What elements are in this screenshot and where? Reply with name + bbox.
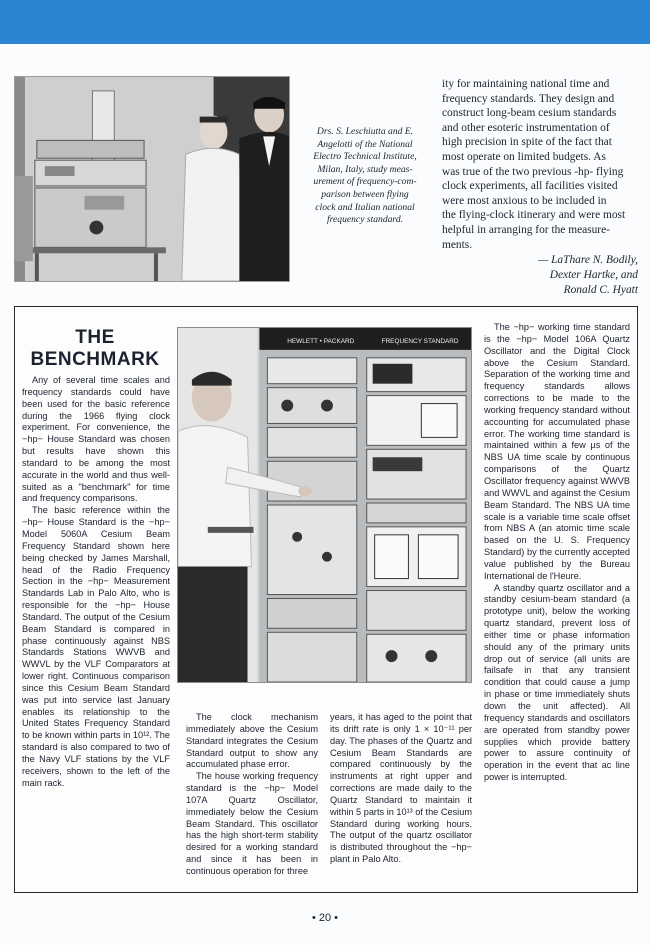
caption-line: parison between flying bbox=[321, 188, 409, 200]
text-line: and other esoteric instrumentation of bbox=[442, 121, 610, 134]
benchmark-column-2 bbox=[186, 712, 318, 878]
top-color-band bbox=[0, 0, 650, 44]
caption-line: urement of frequency-com- bbox=[313, 176, 417, 188]
benchmark-title bbox=[22, 327, 168, 371]
text-line: was true of the two previous -hp- flying bbox=[442, 165, 624, 178]
photo-caption bbox=[296, 126, 434, 227]
paragraph: The basic reference within the −hp− House Standard is the −hp− Model 5060A Cesium Beam Frequency Standard shown here being checked by James Marshall, head of the Radio Frequency Section in the −hp− Measurement Standards Lab in Palo Alto, who is responsible for the −hp− House Standard. The output of the Cesium Beam Standard is compared in phase continuously against NBS Standards Stations WWVB and WWVL by the VLF Comparators at lower right. Continuous comparison since this Cesium Beam Standard was put into service last January enables its relationship to the United States Frequency Standard to be known within parts in 10¹². The standard is also compared to two of the Navy VLF stations by the VLF receivers, shown to the left of the main rack. bbox=[22, 505, 170, 788]
text-line: helpful in arranging for the measure- bbox=[442, 223, 610, 236]
text-line: most operate on limited budgets. As bbox=[442, 150, 606, 163]
text-line: construct long-beam cesium standards bbox=[442, 107, 617, 120]
caption-line: Angelotti of the National bbox=[317, 138, 413, 150]
benchmark-column-3 bbox=[330, 712, 472, 866]
text-line: were most anxious to be included in bbox=[442, 194, 607, 207]
text-line: the flying-clock itinerary and were most bbox=[442, 209, 626, 222]
photo-frequency-standard-rack bbox=[177, 327, 472, 683]
text-line: ments. bbox=[442, 238, 473, 251]
caption-line: Drs. S. Leschiutta and E. bbox=[316, 126, 414, 137]
paragraph: The clock mechanism immediately above the Cesium Standard integrates the Cesium Standard output to show any accumulated phase error. bbox=[186, 712, 318, 770]
caption-line: clock and Italian national bbox=[315, 201, 415, 213]
caption-line: Milan, Italy, study meas- bbox=[317, 163, 413, 175]
text-line: frequency standards. They design and bbox=[442, 92, 615, 105]
panel-label-left: HEWLETT • PACKARD bbox=[287, 337, 355, 345]
title-line: BENCHMARK bbox=[30, 349, 160, 370]
page-number: • 20 • bbox=[311, 912, 339, 924]
signature-line: — LaThare N. Bodily, bbox=[538, 254, 638, 267]
author-signature bbox=[442, 253, 638, 298]
paragraph: The house working frequency standard is the −hp− Model 107A Quartz Oscillator, immediately below the Cesium Beam Standard. This oscillator has the high short-term stability desired for a working standard and since it has been in continuous operation for three bbox=[186, 771, 318, 876]
benchmark-column-4 bbox=[484, 322, 630, 784]
title-line: THE bbox=[75, 327, 115, 348]
signature-line: Ronald C. Hyatt bbox=[563, 284, 638, 297]
signature-line: Dexter Hartke, and bbox=[549, 269, 638, 282]
text-line: high precision in spite of the fact that bbox=[442, 136, 612, 149]
benchmark-column-1 bbox=[22, 375, 170, 790]
caption-line: Electro Technical Institute, bbox=[313, 151, 417, 163]
text-line: clock experiments, all facilities visited bbox=[442, 180, 618, 193]
panel-label-right: FREQUENCY STANDARD bbox=[381, 337, 459, 345]
paragraph: A standby quartz oscillator and a standby cesium-beam standard (a prototype unit), below the working quartz standard, prevent loss of either time or phase information should any of the primary units drop out of service (all units are failsafe in that any transient condition that could cause a jump in phase or time immediately shuts down the unit affected). All frequency standards and oscillators are operated from standby power supplies which provide battery power to assure continuity of operation in the event that ac line power is interrupted. bbox=[484, 582, 630, 783]
paragraph: years, it has aged to the point that its drift rate is only 1 × 10⁻¹¹ per day. The phases of the Quartz and Cesium Beam Standards are compared continuously by the instruments at right upper and corrections are made daily to the Quartz Standard to maintain it within 5 parts in 10¹³ of the Cesium Standard during working hours. The output of the quartz oscillator is distributed throughout the −hp− plant in Palo Alto. bbox=[330, 712, 472, 865]
paragraph: The −hp− working time standard is the −hp− Model 106A Quartz Oscillator and the Digital Clock above the Cesium Standard. Separation of the working time and frequency standards allows corrections to be made to the working frequency standard without accounting for accumulated phase error. The working time standard is maintained within a few µs of the NBS UA time scale by continuous comparisons of the Quartz Oscillator frequency against WWVB and WWVL and against the Cesium Beam Standard. The NBS UA time scale is a variable time scale offset from NBS A (an atomic time scale based on the U. S. Frequency Standard) by the currently accepted value published by the Bureau International de l'Heure. bbox=[484, 322, 630, 581]
caption-line: frequency standard. bbox=[326, 214, 404, 226]
text-line: ity for maintaining national time and bbox=[442, 78, 610, 90]
top-article-text bbox=[442, 77, 638, 298]
photo-scientists-lab bbox=[14, 76, 290, 282]
paragraph: Any of several time scales and frequency standards could have been used for the basic reference during the 1966 flying clock experiment. For convenience, the −hp− House Standard was chosen but results have shown this standard to be among the most accurate in the world and thus well-suited as a "benchmark" for time and frequency comparisons. bbox=[22, 375, 170, 504]
